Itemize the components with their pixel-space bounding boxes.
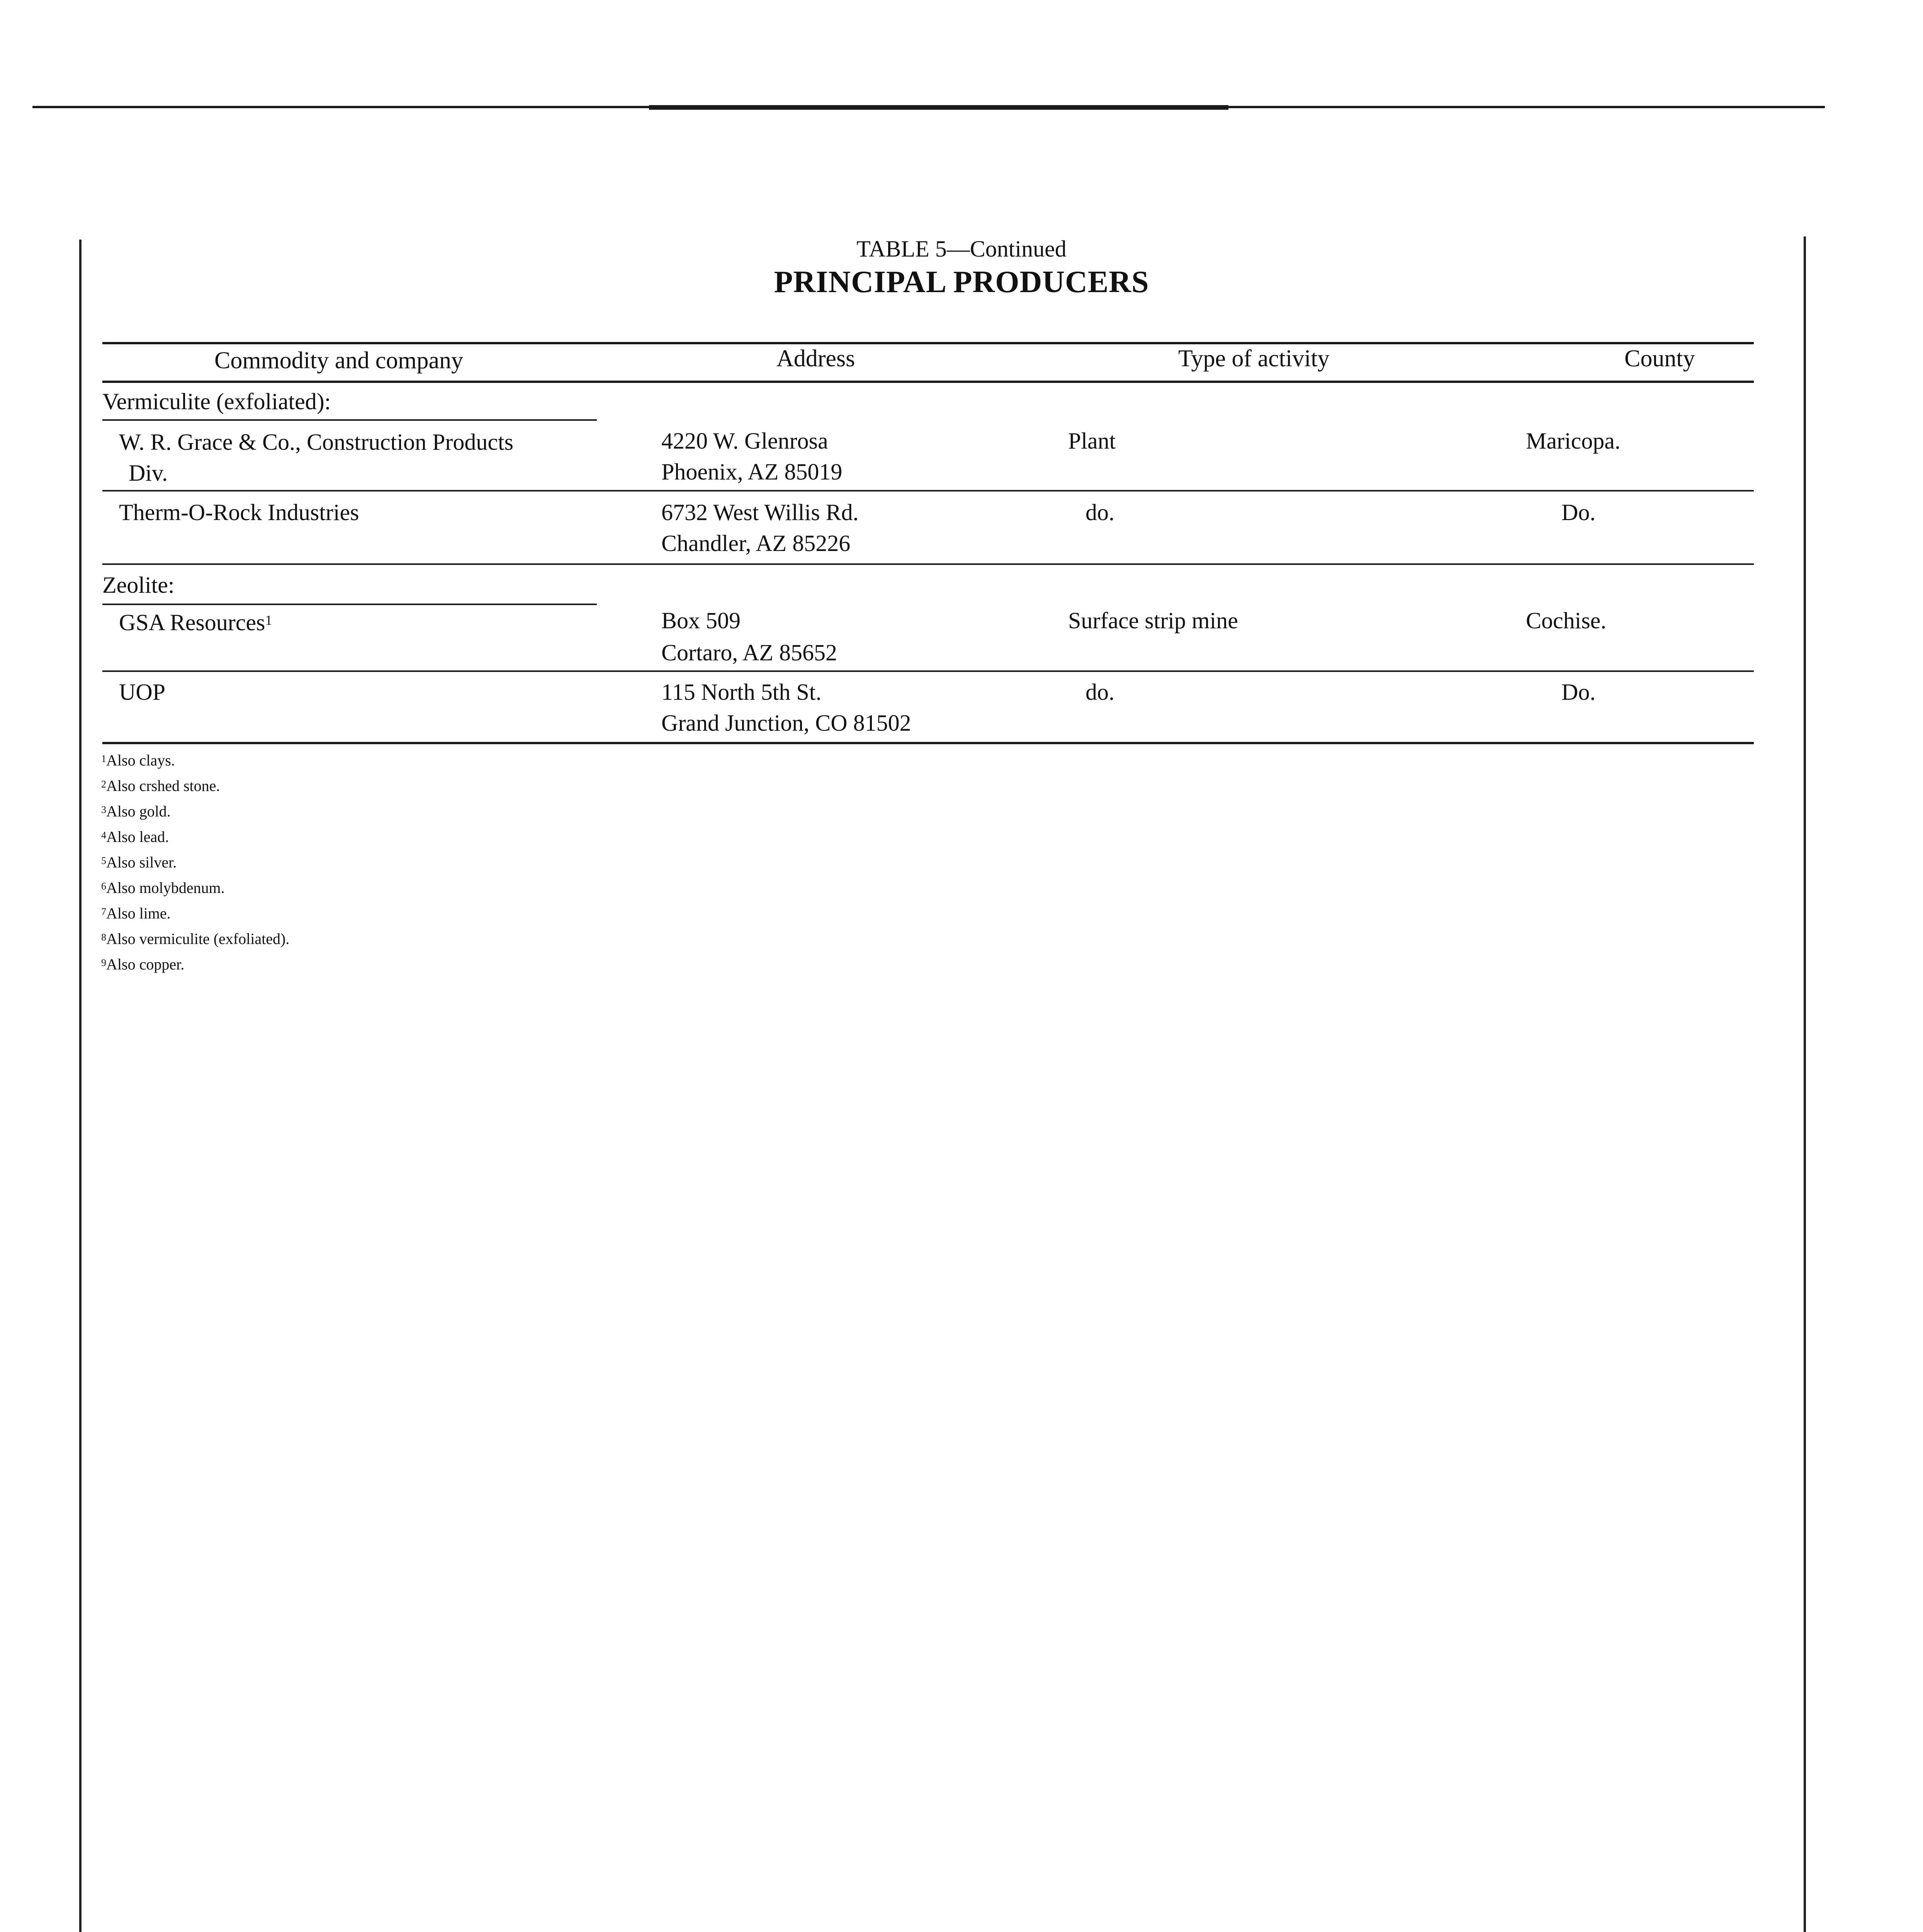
left-margin-line <box>79 240 82 1932</box>
address-line: Grand Junction, CO 81502 <box>661 710 911 736</box>
company-name: UOP <box>119 679 166 705</box>
county-cell: Maricopa. <box>1526 428 1621 454</box>
header-commodity: Commodity and company <box>214 347 464 374</box>
table-bottom-rule <box>102 742 1754 744</box>
activity-cell: do. <box>1086 679 1114 705</box>
group-label: Vermiculite (exfoliated): <box>102 389 331 414</box>
activity-cell: Plant <box>1068 428 1116 454</box>
header-activity: Type of activity <box>1178 345 1330 372</box>
group-label-rule <box>102 604 597 605</box>
address-line: Cortaro, AZ 85652 <box>661 640 837 665</box>
row-rule <box>102 490 1754 492</box>
county-cell: Do. <box>1561 500 1596 525</box>
address-line: 6732 West Willis Rd. <box>661 500 859 525</box>
top-rule-accent <box>649 105 1228 110</box>
company-name-cont: Div. <box>129 460 168 486</box>
footnote: $^8$Also vermiculite (exfoliated). <box>101 930 290 947</box>
table-caption: TABLE 5—Continued <box>856 236 1067 262</box>
address-line: 4220 W. Glenrosa <box>661 428 828 454</box>
footnote: $^4$Also lead. <box>101 828 169 845</box>
county-cell: Cochise. <box>1526 608 1607 633</box>
right-margin-line <box>1804 236 1806 1932</box>
company-name: GSA Resources$^1$ <box>119 610 272 635</box>
footnote: $^2$Also crshed stone. <box>101 777 220 794</box>
address-line: Phoenix, AZ 85019 <box>661 459 843 485</box>
group-label-rule <box>102 419 597 421</box>
footnote: $^5$Also silver. <box>101 854 177 871</box>
footnote-ref: 1 <box>265 612 272 628</box>
footnote: $^3$Also gold. <box>101 803 171 820</box>
company-name: Therm-O-Rock Industries <box>119 500 359 525</box>
activity-cell: Surface strip mine <box>1068 608 1238 633</box>
footnote: $^1$Also clays. <box>101 752 175 769</box>
header-address: Address <box>776 345 855 372</box>
county-cell: Do. <box>1561 679 1596 705</box>
header-county: County <box>1624 345 1695 372</box>
company-name: W. R. Grace & Co., Construction Products <box>119 429 514 455</box>
footnote: $^9$Also copper. <box>101 956 185 973</box>
row-rule <box>102 670 1754 672</box>
activity-cell: do. <box>1086 500 1114 525</box>
footnote: $^7$Also lime. <box>101 905 171 922</box>
group-label: Zeolite: <box>102 572 175 598</box>
footnote: $^6$Also molybdenum. <box>101 879 225 896</box>
address-line: Chandler, AZ 85226 <box>661 531 851 556</box>
table-title: PRINCIPAL PRODUCERS <box>774 265 1149 299</box>
table-top-rule <box>102 342 1754 344</box>
header-bottom-rule <box>102 381 1754 383</box>
address-line: Box 509 <box>661 608 741 633</box>
row-rule <box>102 563 1754 565</box>
address-line: 115 North 5th St. <box>661 679 822 705</box>
